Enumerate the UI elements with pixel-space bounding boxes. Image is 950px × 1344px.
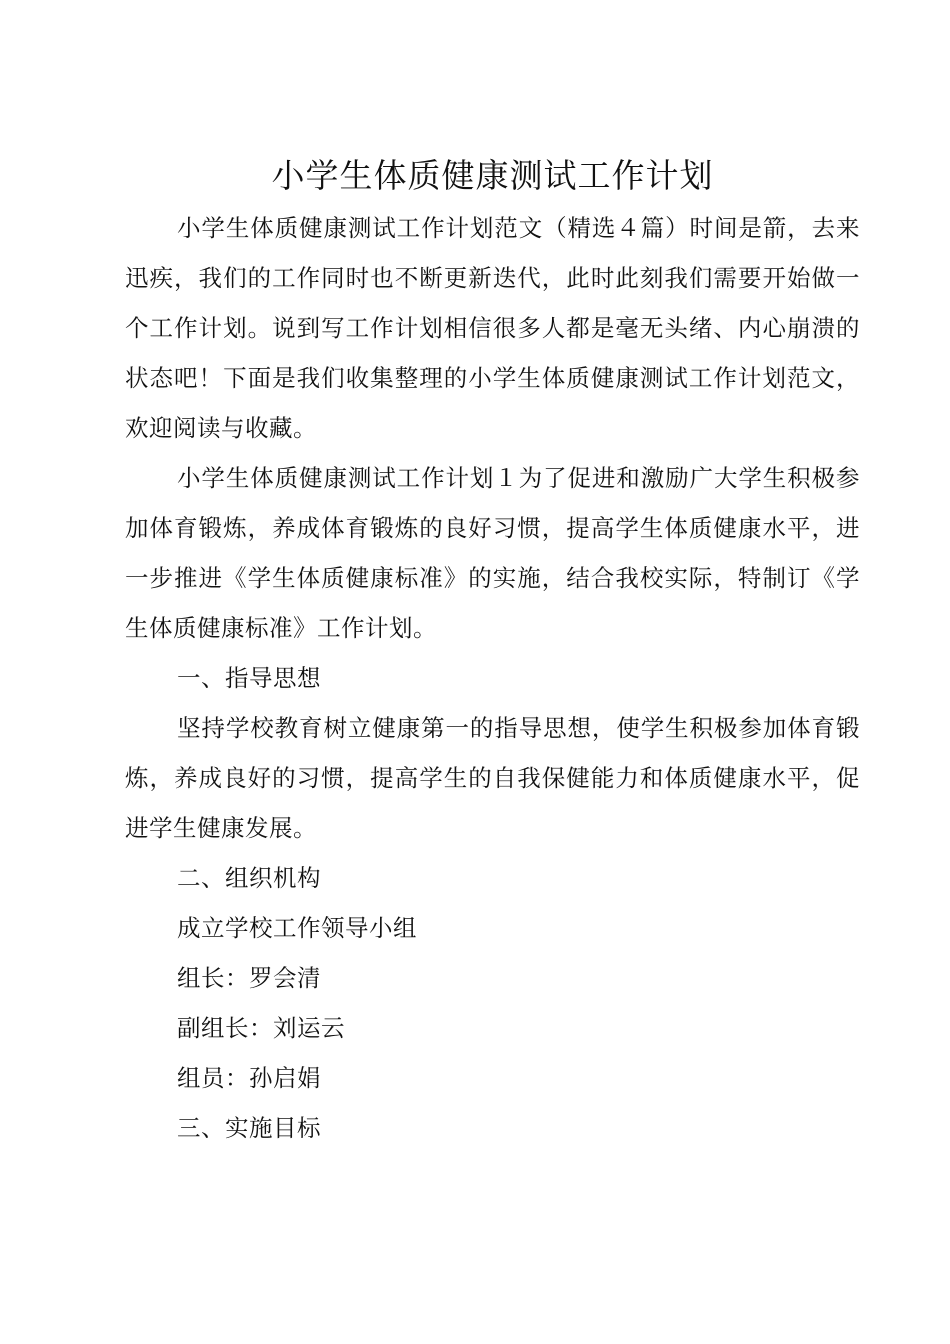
- section2-heading: 二、组织机构: [177, 864, 321, 892]
- member-line: 组员：孙启娟: [177, 1064, 321, 1092]
- section1-block: [125, 703, 860, 853]
- intro-block: [125, 203, 860, 453]
- leader-line: 组长：罗会清: [177, 964, 321, 992]
- section1-paragraph: 坚持学校教育树立健康第一的指导思想，使学生积极参加体育锻炼，养成良好的习惯，提高学生的自我保健能力和体质健康水平，促进学生健康发展。: [125, 714, 860, 842]
- org-line: 成立学校工作领导小组: [177, 914, 417, 942]
- document-title: 小学生体质健康测试工作计划: [271, 156, 714, 195]
- plan1-intro-paragraph: 小学生体质健康测试工作计划１为了促进和激励广大学生积极参加体育锻炼，养成体育锻炼的良好习惯，提高学生体质健康水平，进一步推进《学生体质健康标准》的实施，结合我校实际，特制订《学生体质健康标准》工作计划。: [125, 464, 860, 642]
- intro-paragraph: 小学生体质健康测试工作计划范文（精选４篇）时间是箭，去来迅疾，我们的工作同时也不断更新迭代，此时此刻我们需要开始做一个工作计划。说到写工作计划相信很多人都是毫无头绪、内心崩溃的状态吧！下面是我们收集整理的小学生体质健康测试工作计划范文，欢迎阅读与收藏。: [125, 214, 860, 442]
- plan1-block: [125, 453, 860, 653]
- deputy-leader-line: 副组长：刘运云: [177, 1014, 345, 1042]
- section3-heading: 三、实施目标: [177, 1114, 321, 1142]
- section1-heading: 一、指导思想: [177, 664, 321, 692]
